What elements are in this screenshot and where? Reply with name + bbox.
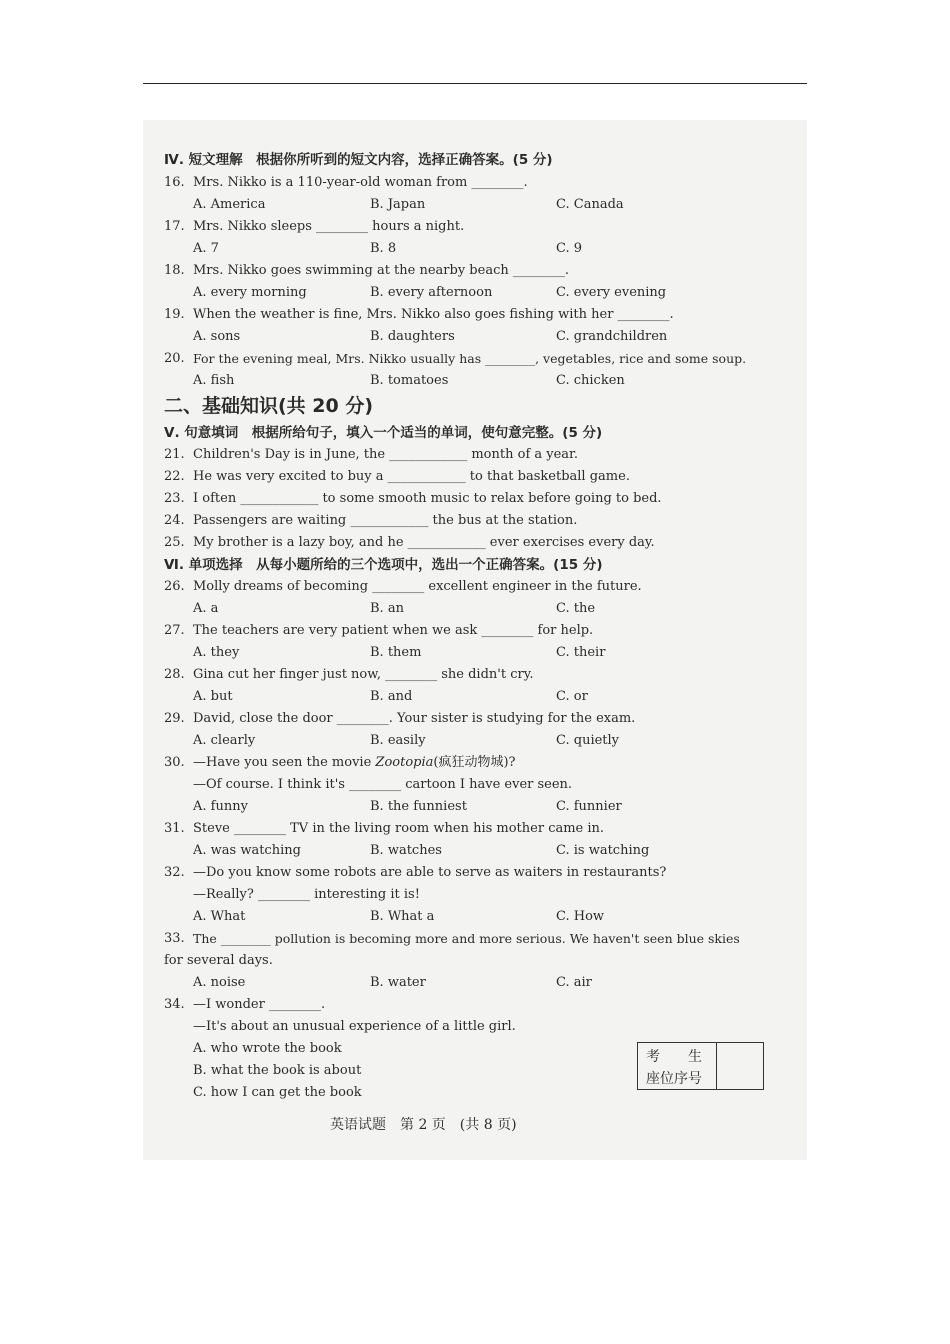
option-c: C. their xyxy=(556,645,606,660)
seat-box-label-seat-number: 座位序号 xyxy=(646,1071,702,1087)
option-b: B. tomatoes xyxy=(370,373,449,388)
question-number: 23. xyxy=(164,491,185,506)
question-number: 20. xyxy=(164,351,185,366)
option-a: A. America xyxy=(193,197,266,212)
option-b: B. water xyxy=(370,975,426,990)
question-stem xyxy=(193,755,516,771)
option-a: A. a xyxy=(193,601,219,616)
question-number: 32. xyxy=(164,865,185,880)
option-c: C. grandchildren xyxy=(556,329,668,344)
question-number: 27. xyxy=(164,623,185,638)
question-stem-line2: —Really? ________ interesting it is! xyxy=(193,887,420,902)
option-b: B. every afternoon xyxy=(370,285,493,300)
question-stem: Mrs. Nikko sleeps ________ hours a night. xyxy=(193,219,465,234)
option-c: C. chicken xyxy=(556,373,625,388)
option-a: A. clearly xyxy=(193,733,256,748)
section-6-heading: Ⅵ. 单项选择 从每小题所给的三个选项中，选出一个正确答案。(15 分) xyxy=(164,557,603,573)
question-stem: Passengers are waiting ____________ the bus at the station. xyxy=(193,513,578,528)
question-stem: Children's Day is in June, the ____________ month of a year. xyxy=(193,447,578,462)
seat-number-box xyxy=(637,1042,764,1090)
question-number: 21. xyxy=(164,447,185,462)
question-number: 33. xyxy=(164,931,185,946)
question-number: 31. xyxy=(164,821,185,836)
question-number: 22. xyxy=(164,469,185,484)
option-a: A. 7 xyxy=(193,241,219,256)
option-b: B. them xyxy=(370,645,422,660)
question-stem: He was very excited to buy a ____________ to that basketball game. xyxy=(193,469,630,484)
question-stem: Mrs. Nikko is a 110-year-old woman from ________. xyxy=(193,175,528,190)
option-c: C. How xyxy=(556,909,605,924)
question-number: 26. xyxy=(164,579,185,594)
option-a: A. every morning xyxy=(193,285,307,300)
question-number: 29. xyxy=(164,711,185,726)
question-number: 25. xyxy=(164,535,185,550)
question-stem: Mrs. Nikko goes swimming at the nearby beach ________. xyxy=(193,263,569,278)
question-stem: I often ____________ to some smooth music to relax before going to bed. xyxy=(193,491,662,506)
question-stem-line2: —It's about an unusual experience of a little girl. xyxy=(193,1019,516,1034)
option-a: A. sons xyxy=(193,329,241,344)
option-a: A. was watching xyxy=(193,843,301,858)
question-stem-line2: for several days. xyxy=(164,953,273,968)
question-number: 24. xyxy=(164,513,185,528)
option-b: B. 8 xyxy=(370,241,397,256)
option-b: B. the funniest xyxy=(370,799,467,814)
option-b: B. an xyxy=(370,601,404,616)
stem-text: (疯狂动物城)? xyxy=(433,755,516,770)
question-number: 18. xyxy=(164,263,185,278)
option-b: B. what the book is about xyxy=(193,1063,362,1078)
option-c: C. 9 xyxy=(556,241,583,256)
question-stem: For the evening meal, Mrs. Nikko usually has ________, vegetables, rice and some soup. xyxy=(193,351,747,366)
question-stem: When the weather is fine, Mrs. Nikko also goes fishing with her ________. xyxy=(193,307,674,322)
option-a: A. noise xyxy=(193,975,246,990)
option-c: C. or xyxy=(556,689,588,704)
question-number: 16. xyxy=(164,175,185,190)
option-a: A. they xyxy=(193,645,240,660)
question-stem: Gina cut her finger just now, ________ she didn't cry. xyxy=(193,667,534,682)
question-stem: Steve ________ TV in the living room when his mother came in. xyxy=(193,821,605,836)
option-c: C. funnier xyxy=(556,799,622,814)
option-c: C. the xyxy=(556,601,596,616)
part-2-title: 二、基础知识(共 20 分) xyxy=(164,395,374,417)
option-b: B. What a xyxy=(370,909,435,924)
page-footer: 英语试题 第 2 页 (共 8 页) xyxy=(330,1117,517,1133)
option-c: C. how I can get the book xyxy=(193,1085,362,1100)
option-a: A. What xyxy=(193,909,246,924)
question-stem: The ________ pollution is becoming more and more serious. We haven't seen blue skies xyxy=(193,931,740,946)
header-rule xyxy=(143,83,807,84)
question-number: 34. xyxy=(164,997,185,1012)
option-b: B. Japan xyxy=(370,197,426,212)
question-stem: My brother is a lazy boy, and he ____________ ever exercises every day. xyxy=(193,535,655,550)
question-stem: David, close the door ________. Your sister is studying for the exam. xyxy=(193,711,636,726)
option-c: C. is watching xyxy=(556,843,650,858)
option-b: B. and xyxy=(370,689,413,704)
option-c: C. every evening xyxy=(556,285,667,300)
option-a: A. but xyxy=(193,689,233,704)
question-number: 17. xyxy=(164,219,185,234)
question-number: 19. xyxy=(164,307,185,322)
option-b: B. watches xyxy=(370,843,442,858)
question-stem-line2: —Of course. I think it's ________ cartoon I have ever seen. xyxy=(193,777,573,792)
movie-title: Zootopia xyxy=(375,755,434,770)
question-stem: The teachers are very patient when we ask ________ for help. xyxy=(193,623,594,638)
question-stem: —I wonder ________. xyxy=(193,997,326,1012)
option-a: A. who wrote the book xyxy=(193,1041,342,1056)
option-b: B. daughters xyxy=(370,329,455,344)
option-a: A. fish xyxy=(193,373,235,388)
question-number: 30. xyxy=(164,755,185,770)
option-a: A. funny xyxy=(193,799,248,814)
option-c: C. air xyxy=(556,975,592,990)
question-stem: —Do you know some robots are able to serve as waiters in restaurants? xyxy=(193,865,667,880)
option-c: C. Canada xyxy=(556,197,624,212)
option-b: B. easily xyxy=(370,733,426,748)
section-5-heading: Ⅴ. 句意填词 根据所给句子，填入一个适当的单词，使句意完整。(5 分) xyxy=(164,425,603,441)
question-stem: Molly dreams of becoming ________ excellent engineer in the future. xyxy=(193,579,642,594)
seat-box-label-examinee: 考生 xyxy=(646,1049,730,1065)
question-number: 28. xyxy=(164,667,185,682)
stem-text: —Have you seen the movie xyxy=(193,755,376,770)
section-4-heading: Ⅳ. 短文理解 根据你所听到的短文内容，选择正确答案。(5 分) xyxy=(164,152,553,168)
option-c: C. quietly xyxy=(556,733,620,748)
